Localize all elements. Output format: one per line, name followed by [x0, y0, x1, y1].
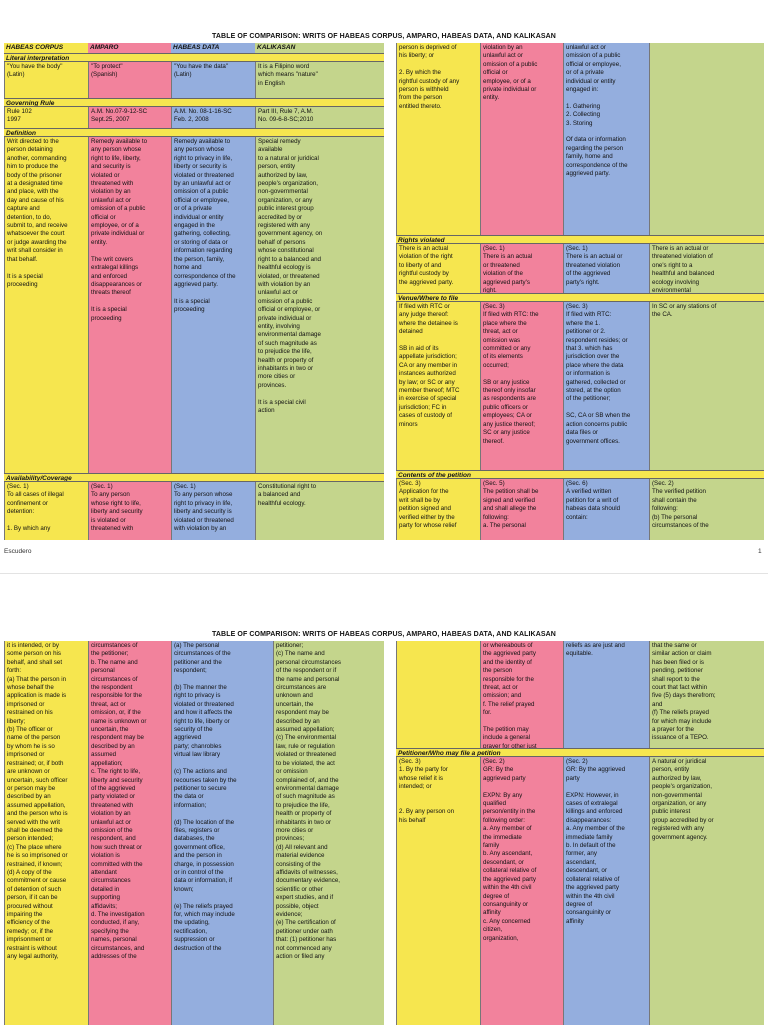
- venue-habeas-corpus: If filed with RTC or any judge thereof: where the detainee is detained SB in aid of its appellate jurisdiction; CA or any member in instances authorized by law; or SC or any member thereof; MTC in exercise of special jurisdiction; FC in cases of custody of minors: [396, 302, 480, 470]
- header-habeas-data: HABEAS DATA: [171, 43, 255, 53]
- page-number: 1: [758, 548, 762, 555]
- definition-amparo: Remedy available to any person whose right to life, liberty, and security is violated or threatened with violation by an unlawful act or omission of a public official or employee, or of a private individual or entity. The writ covers extralegal killings and enforced disappearances or threats thereof It is a special proceeding: [88, 137, 171, 473]
- contents-end-kalikasan: that the same or similar action or claim has been filed or is pending, petitioner shall report to the court that fact within five (5) days therefrom; and (f) The reliefs prayed for which may include a prayer for the issuance of a TEPO.: [649, 641, 764, 748]
- contents-kalikasan: (Sec. 2) The verified petition shall contain the following: (b) The personal circumstances of the: [649, 479, 764, 540]
- literal-habeas-data: "You have the data" (Latin): [171, 62, 255, 98]
- venue-habeas-data: (Sec. 3) If filed with RTC: where the 1. petitioner or 2. respondent resides; or that 3. which has jurisdiction over the place where the data or information is gathered, collected or stored, at the option of the petitioner; SC, CA or SB when the action concerns public data files or government offices.: [563, 302, 649, 470]
- petitioner-habeas-data: (Sec. 2) GR: By the aggrieved party EXPN: However, in cases of extralegal killings and enforced disappearances: a. Any member of the immediate family b. In default of the former, any ascendant, descendant, or collateral relative of the aggrieved party within the 4th civil degree of consanguinity or affinity: [563, 757, 649, 1025]
- section-petitioner: Petitioner/Who may file a petition: [396, 748, 764, 757]
- definition-kalikasan: Special remedy available to a natural or juridical person, entity authorized by law, people's organization, non-governmental organization, or any public interest group accredited by or registered with any government agency, on behalf of persons whose constitutional right to a balanced and healthful ecology is violated, or threatened with violation by an unlawful act or omission of a public official or employee, or private individual or entity, involving environmental damage of such magnitude as to prejudice the life, health or property of inhabitants in two or more cities or provinces. It is a special civil action: [255, 137, 384, 473]
- contents-cont-habeas-corpus: it is intended, or by some person on his behalf, and shall set forth: (a) That the person in whose behalf the application is made is imprisoned or restrained on his liberty; (b) The officer or name of the person by whom he is so imprisoned or restrained; or, if both are unknown or uncertain, such officer or person may be described by an assumed appellation, and the person who is served with the writ shall be deemed the person intended; (c) The place where he is so imprisoned or restrained, if known; (d) A copy of the commitment or cause of detention of such person, if it can be procured without impairing the efficiency of the remedy; or, if the imprisonment or restraint is without any legal authority,: [4, 641, 88, 1025]
- page-title: TABLE OF COMPARISON: WRITS OF HABEAS CORPUS, AMPARO, HABEAS DATA, AND KALIKASAN: [212, 33, 556, 40]
- rights-amparo: (Sec. 1) There is an actual or threatened violation of the aggrieved party's right.: [480, 244, 563, 293]
- availability-cont-habeas-data: unlawful act or omission of a public official or employee, or of a private individual or entity engaged in: 1. Gathering 2. Collecting 3. Storing Of data or information regarding the person family, home and correspondence of the aggrieved party.: [563, 43, 649, 235]
- section-literal-interpretation: Literal interpretation: [4, 53, 384, 62]
- rule-habeas-data: A.M. No. 08-1-16-SC Feb. 2, 2008: [171, 107, 255, 128]
- section-availability: Availability/Coverage: [4, 473, 384, 482]
- literal-amparo: "To protect" (Spanish): [88, 62, 171, 98]
- contents-end-amparo: or whereabouts of the aggrieved party and the identity of the person responsible for the threat, act or omission; and f. The relief prayed for. The petition may include a general prayer for other just: [480, 641, 563, 748]
- contents-end-habeas-corpus: [396, 641, 480, 748]
- availability-amparo: (Sec. 1) To any person whose right to life, liberty and security is violated or threatened with: [88, 482, 171, 540]
- section-governing-rule: Governing Rule: [4, 98, 384, 107]
- section-contents-petition: Contents of the petition: [396, 470, 764, 479]
- header-amparo: AMPARO: [88, 43, 171, 53]
- rights-habeas-data: (Sec. 1) There is an actual or threatened violation of the aggrieved party's right.: [563, 244, 649, 293]
- contents-cont-habeas-data: (a) The personal circumstances of the petitioner and the respondent; (b) The manner the right to privacy is violated or threatened and how it affects the right to life, liberty or security of the aggrieved party; chanrobles virtual law library (c) The actions and recourses taken by the petitioner to secure the data or information; (d) The location of the files, registers or databases, the government office, and the person in charge, in possession or in control of the data or information, if known; (e) The reliefs prayed for, which may include the updating, rectification, suppression or destruction of the: [171, 641, 273, 1025]
- rule-habeas-corpus: Rule 102 1997: [4, 107, 88, 128]
- header-habeas-corpus: HABEAS CORPUS: [4, 43, 88, 53]
- contents-end-habeas-data: reliefs as are just and equitable.: [563, 641, 649, 748]
- literal-habeas-corpus: "You have the body" (Latin): [4, 62, 88, 98]
- contents-habeas-corpus: (Sec. 3) Application for the writ shall be by petition signed and verified either by the party for whose relief: [396, 479, 480, 540]
- definition-habeas-data: Remedy available to any person whose right to privacy in life, liberty or security is violated or threatened by an unlawful act or omission of a public official or employee, or of a private individual or entity engaged in the gathering, collecting, or storing of data or information regarding the person, family, home and correspondence of the aggrieved party. It is a special proceeding: [171, 137, 255, 473]
- availability-cont-amparo: violation by an unlawful act or omission of a public official or employee, or of a private individual or entity.: [480, 43, 563, 235]
- rule-kalikasan: Part III, Rule 7, A.M. No. 09-6-8-SC;2010: [255, 107, 384, 128]
- section-rights-violated: Rights violated: [396, 235, 764, 244]
- page-title: TABLE OF COMPARISON: WRITS OF HABEAS CORPUS, AMPARO, HABEAS DATA, AND KALIKASAN: [212, 631, 556, 638]
- venue-kalikasan: In SC or any stations of the CA.: [649, 302, 764, 470]
- availability-kalikasan: Constitutional right to a balanced and healthful ecology.: [255, 482, 384, 540]
- petitioner-amparo: (Sec. 2) GR: By the aggrieved party EXPN: By any qualified person/entity in the following order: a. Any member of the immediate family b. Any ascendant, descendant, or collateral relative of the aggrieved party within the 4th civil degree of consanguinity or affinity c. Any concerned citizen, organization,: [480, 757, 563, 1025]
- header-kalikasan: KALIKASAN: [255, 43, 384, 53]
- page-2: [0, 573, 768, 1025]
- section-definition: Definition: [4, 128, 384, 137]
- contents-habeas-data: (Sec. 6) A verified written petition for a writ of habeas data should contain:: [563, 479, 649, 540]
- venue-amparo: (Sec. 3) If filed with RTC: the place where the threat, act or omission was committed or any of its elements occurred; SB or any justice thereof only insofar as respondents are public officers or employees; CA or any justice thereof; SC or any justice thereof.: [480, 302, 563, 470]
- rights-habeas-corpus: There is an actual violation of the right to liberty of and rightful custody by the aggrieved party.: [396, 244, 480, 293]
- contents-cont-kalikasan: petitioner; (c) The name and personal circumstances of the respondent or if the name and personal circumstances are unknown and uncertain, the respondent may be described by an assumed appellation; (c) The environmental law, rule or regulation violated or threatened to be violated, the act or omission complained of, and the environmental damage of such magnitude as to prejudice the life, health or property of inhabitants in two or more cities or provinces; (d) All relevant and material evidence consisting of the affidavits of witnesses, documentary evidence, scientific or other expert studies, and if possible, object evidence; (e) The certification of petitioner under oath that: (1) petitioner has not commenced any action or filed any: [273, 641, 384, 1025]
- availability-cont-kalikasan: [649, 43, 764, 235]
- footer-author: Escudero: [4, 548, 32, 555]
- contents-cont-amparo: circumstances of the petitioner; b. The name and personal circumstances of the respondent responsible for the threat, act or omission, or, if the name is unknown or uncertain, the respondent may be described by an assumed appellation; c. The right to life, liberty and security of the aggrieved party violated or threatened with violation by an unlawful act or omission of the respondent, and how such threat or violation is committed with the attendant circumstances detailed in supporting affidavits; d. The investigation conducted, if any, specifying the names, personal circumstances, and addresses of the: [88, 641, 171, 1025]
- section-venue: Venue/Where to file: [396, 293, 764, 302]
- availability-habeas-data: (Sec. 1) To any person whose right to privacy in life, liberty and security is violated or threatened with violation by an: [171, 482, 255, 540]
- petitioner-habeas-corpus: (Sec. 3) 1. By the party for whose relief it is intended; or 2. By any person on his behalf: [396, 757, 480, 1025]
- contents-amparo: (Sec. 5) The petition shall be signed and verified and shall allege the following: a. The personal: [480, 479, 563, 540]
- petitioner-kalikasan: A natural or juridical person, entity authorized by law, people's organization, non-governmental organization, or any public interest group accredited by or registered with any government agency.: [649, 757, 764, 1025]
- definition-habeas-corpus: Writ directed to the person detaining another, commanding him to produce the body of the prisoner at a designated time and place, with the day and cause of his capture and detention, to do, submit to, and receive whatsoever the court or judge awarding the writ shall consider in that behalf. It is a special proceeding: [4, 137, 88, 473]
- rights-kalikasan: There is an actual or threatened violation of one's right to a healthful and balanced ecology involving environmental: [649, 244, 764, 293]
- literal-kalikasan: It is a Filipino word which means "nature" in English: [255, 62, 384, 98]
- availability-habeas-corpus: (Sec. 1) To all cases of illegal confinement or detention: 1. By which any: [4, 482, 88, 540]
- rule-amparo: A.M. No.07-9-12-SC Sept.25, 2007: [88, 107, 171, 128]
- availability-cont-habeas-corpus: person is deprived of his liberty; or 2. By which the rightful custody of any person is withheld from the person entitled thereto.: [396, 43, 480, 235]
